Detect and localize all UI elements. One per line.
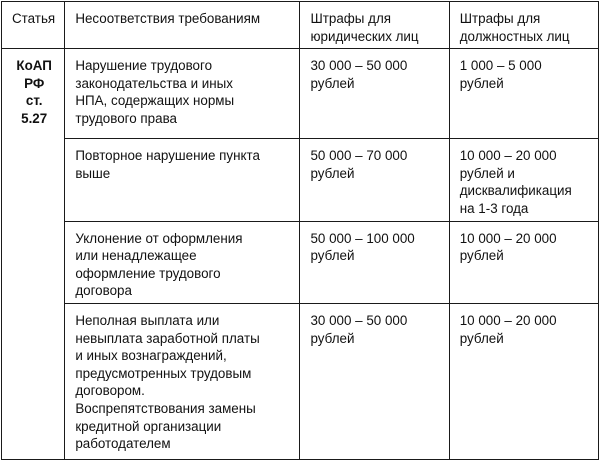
violation-cell: Нарушение трудового законодательства и иных НПА, содержащих нормы трудового права [65, 49, 300, 139]
header-violation: Несоответствия требованиям [65, 2, 300, 49]
table-row [2, 221, 599, 303]
article-cell: КоАП РФ ст. 5.27 [2, 49, 65, 460]
violation-cell: Уклонение от оформления или ненадлежащее оформление трудового договора [65, 221, 300, 303]
table-row [2, 49, 599, 139]
table-row [2, 303, 599, 459]
violation-cell: Неполная выплата или невыплата заработной платы и иных вознаграждений, предусмотренных трудовым договором. Воспрепятствования замены кредитной организации работодателем [65, 303, 300, 459]
header-row [2, 2, 599, 49]
legal-fine-cell: 30 000 – 50 000 рублей [300, 303, 449, 459]
official-fine-cell: 10 000 – 20 000 рублей [449, 303, 598, 459]
header-article: Статья [2, 2, 65, 49]
legal-fine-cell: 50 000 – 70 000 рублей [300, 139, 449, 221]
legal-fine-cell: 50 000 – 100 000 рублей [300, 221, 449, 303]
header-legal-fine: Штрафы для юридических лиц [300, 2, 449, 49]
fines-table [1, 1, 599, 460]
violation-cell: Повторное нарушение пункта выше [65, 139, 300, 221]
official-fine-cell: 10 000 – 20 000 рублей [449, 221, 598, 303]
legal-fine-cell: 30 000 – 50 000 рублей [300, 49, 449, 139]
official-fine-cell: 1 000 – 5 000 рублей [449, 49, 598, 139]
header-official-fine: Штрафы для должностных лиц [449, 2, 598, 49]
table-row [2, 139, 599, 221]
official-fine-cell: 10 000 – 20 000 рублей и дисквалификация на 1-3 года [449, 139, 598, 221]
